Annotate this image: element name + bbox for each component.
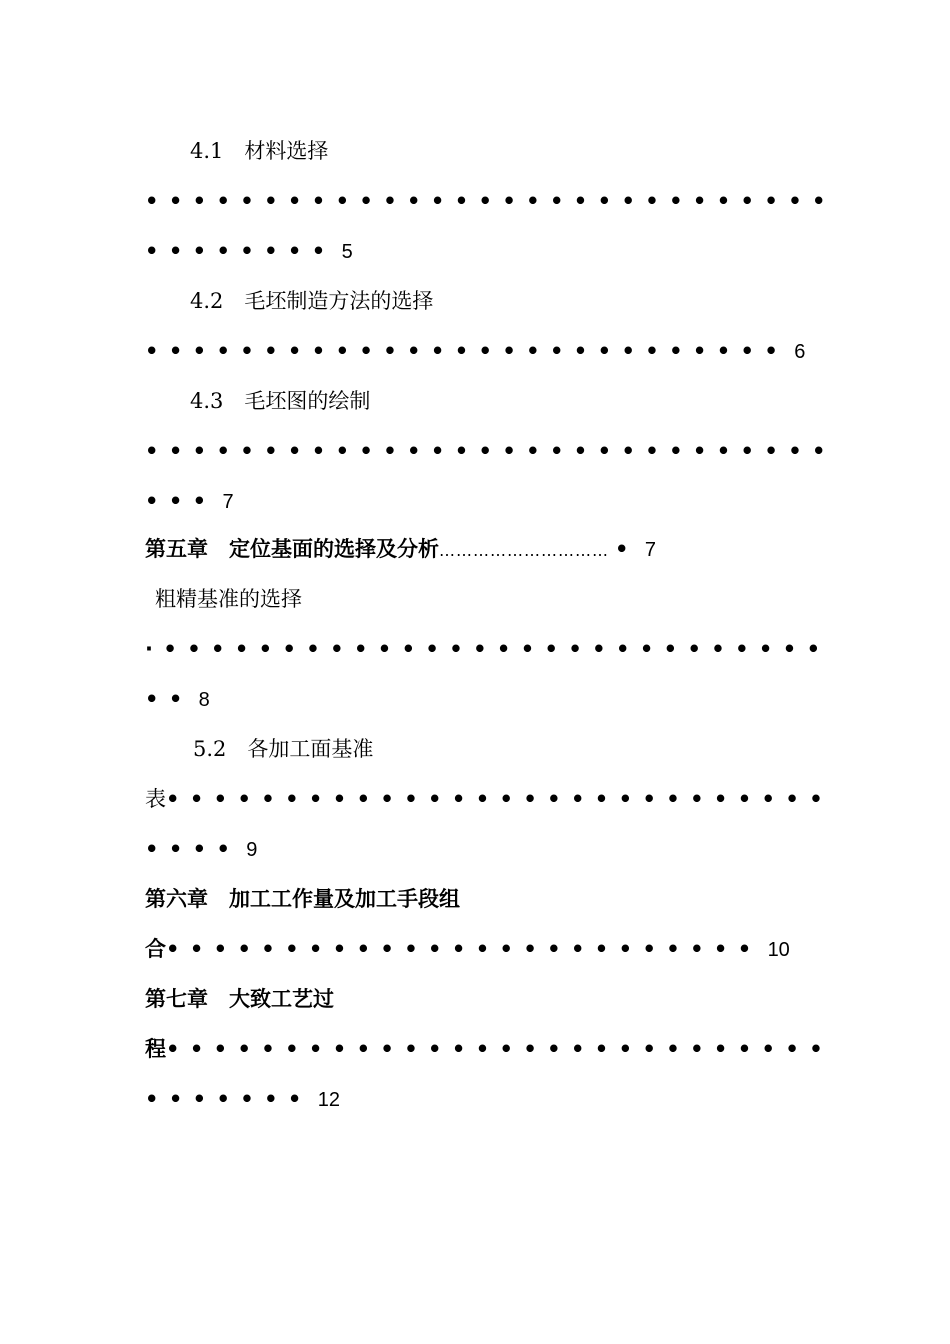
toc-entry-5-1-title: 粗精基准的选择: [155, 587, 302, 611]
toc-chapter-7-tail: [145, 1084, 340, 1114]
toc-leader-dots: ••••••••••••••••••••••••••••: [166, 787, 834, 811]
toc-leader-dots: ••: [145, 687, 193, 711]
toc-page-number: 8: [198, 689, 210, 711]
toc-entry-4-3-tail: [145, 486, 234, 516]
toc-page-number: 5: [341, 241, 353, 263]
toc-entry-5-2-tail: [145, 834, 257, 864]
toc-leader-dots: ••••: [145, 837, 241, 861]
toc-entry-4-1-tail: [145, 236, 353, 266]
toc-leader-dots: ••••••••••••••••••••••••••••: [166, 1037, 834, 1061]
toc-page-number: 9: [246, 839, 258, 861]
toc-title-tail: 合: [145, 937, 166, 961]
toc-title-tail: 表: [145, 787, 166, 811]
toc-leader-dots: ••••••••: [145, 239, 336, 263]
toc-leader-dots: •: [615, 537, 639, 561]
toc-page-number: 7: [644, 539, 656, 561]
toc-entry-4-2-tail: [145, 336, 805, 366]
toc-leader-dots: •••••••••••••••••••••••••: [166, 937, 762, 961]
toc-chapter-6-tail: [145, 934, 790, 964]
toc-chapter-7-title: 第七章 大致工艺过: [145, 987, 334, 1011]
toc-entry-4-2-title: 4.2 毛坯制造方法的选择: [190, 289, 434, 313]
toc-chapter-5: [145, 534, 656, 564]
toc-page-number: 10: [767, 939, 790, 961]
toc-chapter-7-line: [145, 1034, 833, 1064]
toc-leader-dots: …………………………: [439, 541, 609, 560]
toc-chapter-6-title: 第六章 加工工作量及加工手段组: [145, 887, 460, 911]
toc-leader-dots: •••: [145, 489, 217, 513]
toc-leader-dots: ·••••••••••••••••••••••••••••: [145, 637, 831, 661]
toc-leader-dots: •••••••••••••••••••••••••••••: [145, 189, 836, 213]
toc-entry-5-2-line: [145, 784, 833, 814]
toc-entry-4-1-title: 4.1 材料选择: [190, 139, 329, 163]
toc-page-number: 12: [317, 1089, 341, 1111]
toc-leader-dots: •••••••: [145, 1087, 312, 1111]
toc-leader-dots: •••••••••••••••••••••••••••••: [145, 439, 836, 463]
toc-title-tail: 程: [145, 1037, 166, 1061]
toc-entry-4-3-title: 4.3 毛坯图的绘制: [190, 389, 371, 413]
toc-chapter-title: 第五章 定位基面的选择及分析: [145, 537, 439, 561]
toc-leader-dots: •••••••••••••••••••••••••••: [145, 339, 789, 363]
toc-page-number: 7: [222, 491, 234, 513]
toc-page-number: 6: [794, 341, 806, 363]
toc-entry-5-2-title: 5.2 各加工面基准: [193, 737, 374, 761]
toc-entry-5-1-tail: [145, 684, 210, 714]
